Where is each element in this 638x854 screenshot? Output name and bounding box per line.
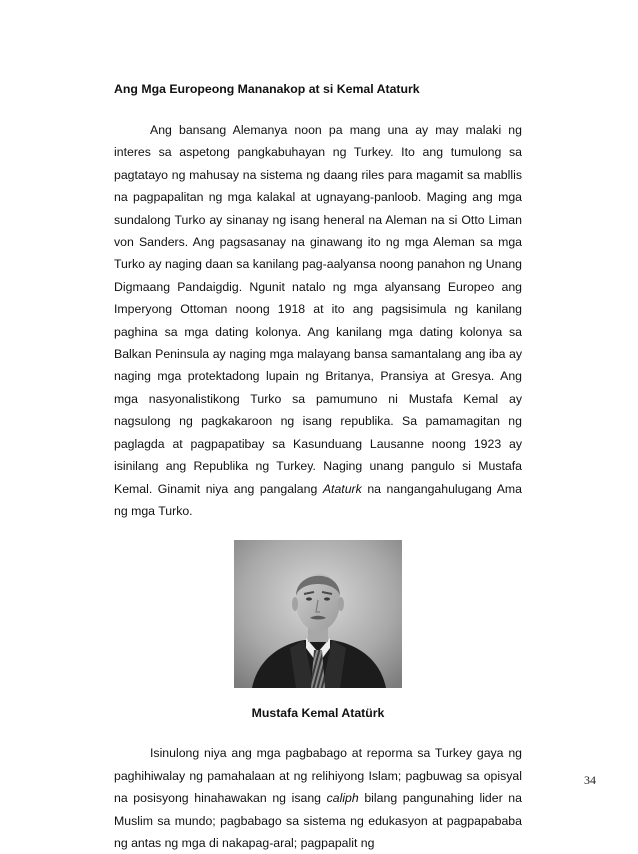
section-heading: Ang Mga Europeong Mananakop at si Kemal Ataturk <box>114 82 420 96</box>
portrait-photo <box>234 540 402 688</box>
paragraph-2-text: Isinulong niya ang mga pagbabago at reporma sa Turkey gaya ng paghihiwalay ng pamahalaan at ng relihiyong Islam; pagbuwag sa opisyal na posisyong hinahawakan ng isang <box>114 746 522 806</box>
paragraph-1-ending: na nangangahulugang Ama ng mga Turko. <box>114 481 522 518</box>
photo-caption: Mustafa Kemal Atatürk <box>251 706 385 721</box>
paragraph-1-text: Ang bansang Alemanya noon pa mang una ay may malaki ng interes sa aspetong pangkabuhayan ng Turkey. Ito ang tumulong sa pagtatayo ng mahusay na sistema ng daang riles para magamit sa mabllis na pagpapalitan ng mga kalakal at ugnayang-panloob. Maging ang mga sundalong Turko ay sinanay ng isang heneral na Aleman na si Otto Liman von Sanders. Ang pagsasanay na ginawang ito ng mga Aleman sa mga Turko ay naging daan sa kanilang pag-aalyansa noong panahon ng Unang Digmaang Pandaigdig. Ngunit natalo ng mga alyansang Europeo ang Imperyong Ottoman noong 1918 at ito ang pagsisimula ng kanilang paghina sa mga dating kolonya. Ang kanilang mga dating kolonya sa Balkan Peninsula ay naging mga malayang bansa samantalang ang iba ay naging mga protektadong lupain ng Britanya, Pransiya at Gresya. Ang mga nasyonalistikong Turko sa pamumuno ni Mustafa Kemal ay nagsulong ng pagkakaroon ng isang republika. Sa pamamagitan ng paglagda at pagpapatibay sa Kasunduang Lausanne noong 1923 ay isinilang ang Republika ng Turkey. Naging unang pangulo si Mustafa Kemal. Ginamit niya ang pangalang <box>114 123 522 496</box>
italic-term-ataturk: Ataturk <box>322 481 362 496</box>
portrait-eye-left <box>306 598 312 601</box>
page-number: 34 <box>584 773 596 787</box>
portrait-ear-left <box>292 597 298 611</box>
photo-container <box>114 540 522 688</box>
body-paragraph-1 <box>114 119 522 522</box>
paragraph-2-ending: bilang pangunahing lider na Muslim sa mundo; pagbabago sa sistema ng edukasyon at pagpapababa ng antas ng mga di nakapag-aral; pagpapalit ng <box>114 791 522 850</box>
page-content <box>114 80 522 854</box>
portrait-eye-right <box>324 598 330 601</box>
body-paragraph-2 <box>114 742 522 854</box>
italic-term-caliph: caliph <box>326 791 359 806</box>
portrait-ear-right <box>338 597 344 611</box>
